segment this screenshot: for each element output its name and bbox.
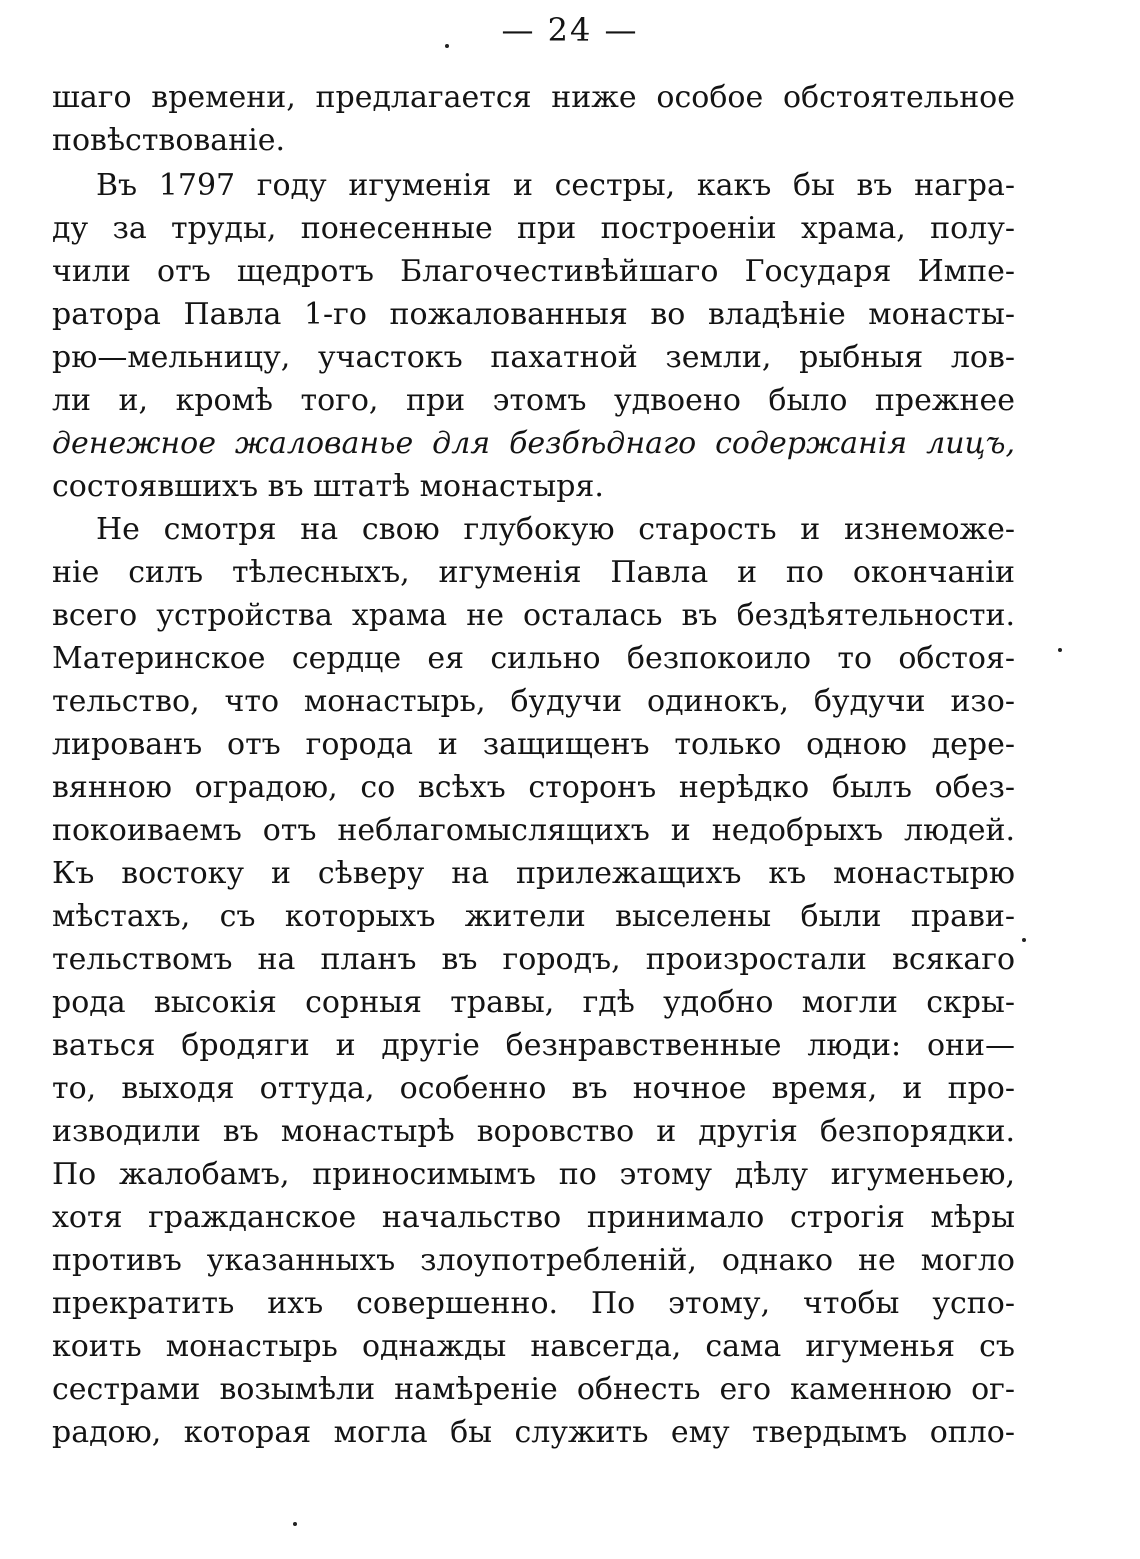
text-line: состоявшихъ въ штатѣ монастыря.	[52, 469, 604, 504]
page-number: — 24 —	[501, 11, 639, 49]
text-line: лированъ отъ города и защищенъ только одною дере-	[52, 727, 1015, 762]
ink-speck	[445, 44, 449, 48]
text-line: сестрами возымѣли намѣреніе обнесть его каменною ог-	[52, 1372, 1015, 1407]
text-line: шаго времени, предлагается ниже особое обстоятельное	[52, 80, 1015, 115]
text-line: противъ указанныхъ злоупотребленій, однако не могло	[52, 1243, 1015, 1278]
text-line: ратора Павла 1-го пожалованныя во владѣніе монасты-	[52, 297, 1015, 332]
text-line: рода высокія сорныя травы, гдѣ удобно могли скры-	[52, 985, 1015, 1020]
text-line: радою, которая могла бы служить ему твердымъ оплo-	[52, 1415, 1015, 1450]
text-line: рю—мельницу, участокъ пахатной земли, рыбныя лов-	[52, 340, 1015, 375]
text-line: ду за труды, понесенные при построеніи храма, полу-	[52, 211, 1015, 246]
text-line: вянною оградою, со всѣхъ сторонъ нерѣдко былъ обез-	[52, 770, 1015, 805]
text-line: ніе силъ тѣлесныхъ, игуменія Павла и по окончаніи	[52, 555, 1015, 590]
text-line: денежное жалованье для безбѣднаго содержанія лицъ,	[52, 426, 1015, 461]
ink-speck	[1022, 938, 1026, 942]
text-line: Материнское сердце ея сильно безпокоило то обстоя-	[52, 641, 1015, 676]
text-line: повѣствованіе.	[52, 123, 286, 158]
text-line: чили отъ щедротъ Благочестивѣйшаго Государя Импе-	[52, 254, 1015, 289]
ink-speck	[1058, 648, 1062, 652]
text-line: прекратить ихъ совершенно. По этому, чтобы успо-	[52, 1286, 1015, 1321]
text-line: всего устройства храма не осталась въ бездѣятельности.	[52, 598, 1015, 633]
text-line: мѣстахъ, съ которыхъ жители выселены были прави-	[52, 899, 1015, 934]
ink-speck	[293, 1522, 297, 1526]
text-line: тельствомъ на планъ въ городъ, произростали всякаго	[52, 942, 1015, 977]
text-line: Къ востоку и сѣверу на прилежащихъ къ монастырю	[52, 856, 1015, 891]
text-line: хотя гражданское начальство принимало строгія мѣры	[52, 1200, 1015, 1235]
text-line: ли и, кромѣ того, при этомъ удвоено было прежнее	[52, 383, 1015, 418]
text-line: покоиваемъ отъ неблагомыслящихъ и недобрыхъ людей.	[52, 813, 1015, 848]
text-line: изводили въ монастырѣ воровство и другія безпорядки.	[52, 1114, 1015, 1149]
text-line: Въ 1797 году игуменія и сестры, какъ бы въ награ-	[96, 168, 1015, 203]
text-line: ваться бродяги и другіе безнравственные люди: они—	[52, 1028, 1015, 1063]
text-line: По жалобамъ, приносимымъ по этому дѣлу игуменьею,	[52, 1157, 1015, 1192]
text-line: Не смотря на свою глубокую старость и изнеможе-	[96, 512, 1015, 547]
text-line: коить монастырь однажды навсегда, сама игуменья съ	[52, 1329, 1015, 1364]
text-line: тельство, что монастырь, будучи одинокъ, будучи изо-	[52, 684, 1015, 719]
text-line: то, выходя оттуда, особенно въ ночное время, и про-	[52, 1071, 1015, 1106]
